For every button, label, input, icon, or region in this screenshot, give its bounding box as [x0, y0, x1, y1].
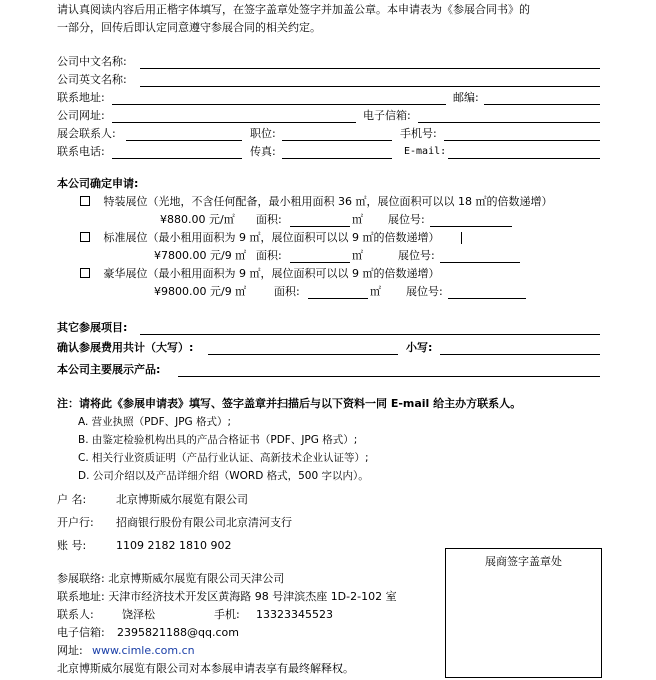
note-heading: 注：请将此《参展申请表》填写、签字盖章并扫描后与以下资料一同 E-mail 给主办方联系人。 — [57, 397, 522, 410]
label-contact: 展会联系人: — [57, 127, 116, 140]
field-email[interactable] — [418, 122, 600, 123]
luxury-area-field[interactable] — [308, 298, 368, 299]
note-item-a: A. 营业执照（PDF、JPG 格式）; — [78, 416, 232, 428]
label-address: 联系地址: — [57, 91, 105, 104]
bank-holder-label: 户 名: — [57, 493, 87, 506]
label-cn-name: 公司中文名称: — [57, 55, 127, 68]
text-cursor — [461, 232, 462, 244]
standard-no-field[interactable] — [440, 262, 520, 263]
standard-area-field[interactable] — [290, 262, 350, 263]
bank-account: 1109 2182 1810 902 — [116, 539, 232, 552]
contact-mobile: 13323345523 — [256, 608, 333, 621]
contact-web-link[interactable]: www.cimle.com.cn — [92, 644, 195, 657]
label-postcode: 邮编: — [453, 91, 479, 104]
special-area-field[interactable] — [290, 226, 350, 227]
contact-address: 联系地址: 天津市经济技术开发区黄海路 98 号津滨杰座 1D-2-102 室 — [57, 590, 397, 603]
bank-name-label: 开户行: — [57, 516, 94, 529]
label-position: 职位: — [250, 127, 276, 140]
contact-person: 饶泽松 — [122, 608, 155, 621]
contact-org: 参展联络: 北京博斯威尔展览有限公司天津公司 — [57, 572, 285, 585]
field-position[interactable] — [282, 140, 392, 141]
contact-email-label: 电子信箱: — [57, 626, 105, 639]
standard-area-label: 面积: — [256, 249, 282, 262]
label-fax: 传真: — [250, 145, 276, 158]
booth-special-row — [80, 195, 552, 209]
special-desc: 特装展位（光地，不含任何配备，最小租用面积 36 ㎡，展位面积可以以 18 ㎡的倍数递增） — [103, 195, 553, 208]
special-area-unit: ㎡ — [352, 213, 363, 226]
special-checkbox[interactable] — [80, 196, 90, 206]
luxury-area-unit: ㎡ — [370, 285, 381, 298]
standard-area-unit: ㎡ — [352, 249, 363, 262]
field-fax[interactable] — [282, 158, 392, 159]
special-price: ¥880.00 元/㎡ — [160, 213, 235, 226]
intro-line-1: 请认真阅读内容后用正楷字体填写，在签字盖章处签字并加盖公章。本申请表为《参展合同书》的 — [57, 3, 530, 16]
field-phone[interactable] — [112, 158, 242, 159]
footer-note: 北京博斯威尔展览有限公司对本参展申请表享有最终解释权。 — [57, 662, 354, 675]
field-postcode[interactable] — [484, 104, 600, 105]
field-mobile[interactable] — [444, 140, 600, 141]
special-area-label: 面积: — [256, 213, 282, 226]
field-products[interactable] — [178, 376, 600, 377]
intro-line-2: 一部分，回传后即认定同意遵守参展合同的相关约定。 — [57, 21, 321, 34]
contact-person-label: 联系人: — [57, 608, 94, 621]
field-total-capital[interactable] — [208, 354, 398, 355]
field-other-items[interactable] — [140, 334, 600, 335]
label-total-capital: 确认参展费用共计（大写）: — [57, 341, 194, 354]
booth-heading: 本公司确定申请: — [57, 177, 139, 190]
label-other-items: 其它参展项目: — [57, 321, 128, 334]
special-no-field[interactable] — [430, 226, 512, 227]
contact-mobile-label: 手机: — [214, 608, 240, 621]
bank-account-label: 账 号: — [57, 539, 87, 552]
field-en-name[interactable] — [140, 86, 600, 87]
standard-price: ¥7800.00 元/9 ㎡ — [154, 249, 247, 262]
label-phone: 联系电话: — [57, 145, 105, 158]
label-email: 电子信箱: — [363, 109, 411, 122]
note-item-b: B. 由鉴定检验机构出具的产品合格证书（PDF、JPG 格式）; — [78, 434, 358, 446]
standard-checkbox[interactable] — [80, 232, 90, 242]
label-email-2: E-mail: — [404, 146, 447, 157]
note-item-c: C. 相关行业资质证明（产品行业认证、高新技术企业认证等）; — [78, 452, 369, 464]
luxury-checkbox[interactable] — [80, 268, 90, 278]
standard-no-label: 展位号: — [398, 249, 435, 262]
special-no-label: 展位号: — [388, 213, 425, 226]
stamp-box — [445, 548, 602, 678]
standard-desc: 标准展位（最小租用面积为 9 ㎡，展位面积可以以 9 ㎡的倍数递增） — [103, 231, 440, 244]
contact-email[interactable]: 2395821188@qq.com — [117, 626, 239, 639]
note-item-d: D. 公司介绍以及产品详细介绍（WORD 格式，500 字以内）。 — [78, 470, 369, 482]
luxury-area-label: 面积: — [274, 285, 300, 298]
bank-name: 招商银行股份有限公司北京清河支行 — [116, 516, 292, 529]
stamp-label: 展商签字盖章处 — [485, 555, 562, 568]
field-address[interactable] — [112, 104, 446, 105]
label-products: 本公司主要展示产品: — [57, 363, 161, 376]
booth-standard-row — [80, 231, 439, 245]
luxury-no-field[interactable] — [448, 298, 526, 299]
label-mobile: 手机号: — [400, 127, 437, 140]
luxury-desc: 豪华展位（最小租用面积为 9 ㎡，展位面积可以以 9 ㎡的倍数递增） — [103, 267, 440, 280]
field-website[interactable] — [112, 122, 356, 123]
luxury-no-label: 展位号: — [406, 285, 443, 298]
contact-web-label: 网址: — [57, 644, 83, 657]
bank-holder: 北京博斯威尔展览有限公司 — [116, 493, 248, 506]
luxury-price: ¥9800.00 元/9 ㎡ — [154, 285, 247, 298]
booth-luxury-row — [80, 267, 439, 281]
label-total-small: 小写: — [406, 341, 433, 354]
label-en-name: 公司英文名称: — [57, 73, 127, 86]
field-email-2[interactable] — [448, 158, 600, 159]
field-cn-name[interactable] — [140, 68, 600, 69]
label-website: 公司网址: — [57, 109, 105, 122]
field-total-small[interactable] — [440, 354, 600, 355]
field-contact[interactable] — [126, 140, 242, 141]
